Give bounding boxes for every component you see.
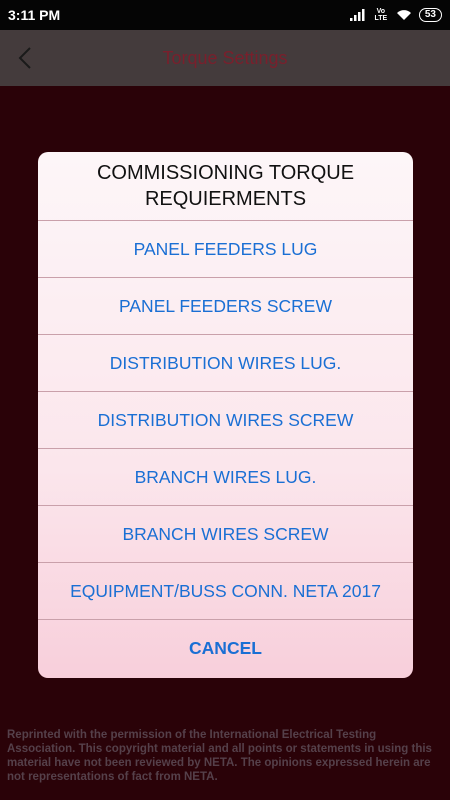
cancel-button[interactable]: CANCEL	[189, 638, 262, 658]
dialog-title-line1: COMMISSIONING TORQUE	[96, 162, 355, 184]
battery-indicator: 53	[419, 8, 442, 22]
page-title: Torque Settings	[162, 48, 288, 68]
status-time: 3:11 PM	[8, 7, 61, 23]
option-distribution-wires-screw[interactable]: DISTRIBUTION WIRES SCREW	[38, 392, 413, 449]
app-bar	[0, 30, 450, 86]
option-branch-wires-screw[interactable]: BRANCH WIRES SCREW	[38, 506, 413, 563]
option-panel-feeders-screw[interactable]: PANEL FEEDERS SCREW	[38, 278, 413, 335]
dialog-title	[38, 152, 413, 221]
signal-icon	[350, 9, 366, 21]
status-bar	[0, 0, 450, 30]
option-distribution-wires-lug[interactable]: DISTRIBUTION WIRES LUG.	[38, 335, 413, 392]
option-equipment-buss-conn[interactable]: EQUIPMENT/BUSS CONN. NETA 2017	[38, 563, 413, 620]
wifi-icon	[396, 9, 412, 21]
options-dialog	[38, 152, 413, 678]
option-panel-feeders-lug[interactable]: PANEL FEEDERS LUG	[38, 221, 413, 278]
volte-indicator: Vo LTE	[374, 8, 388, 22]
option-branch-wires-lug[interactable]: BRANCH WIRES LUG.	[38, 449, 413, 506]
copyright-footnote: Reprinted with the permission of the International Electrical Testing Association. This copyright material and all points or statements in using this material have not been reviewed by NETA. The opinions expressed herein are not representations of fact from NETA.	[7, 729, 432, 783]
dialog-title-line2: REQUIERMENTS	[144, 188, 307, 210]
status-icons	[350, 8, 442, 22]
